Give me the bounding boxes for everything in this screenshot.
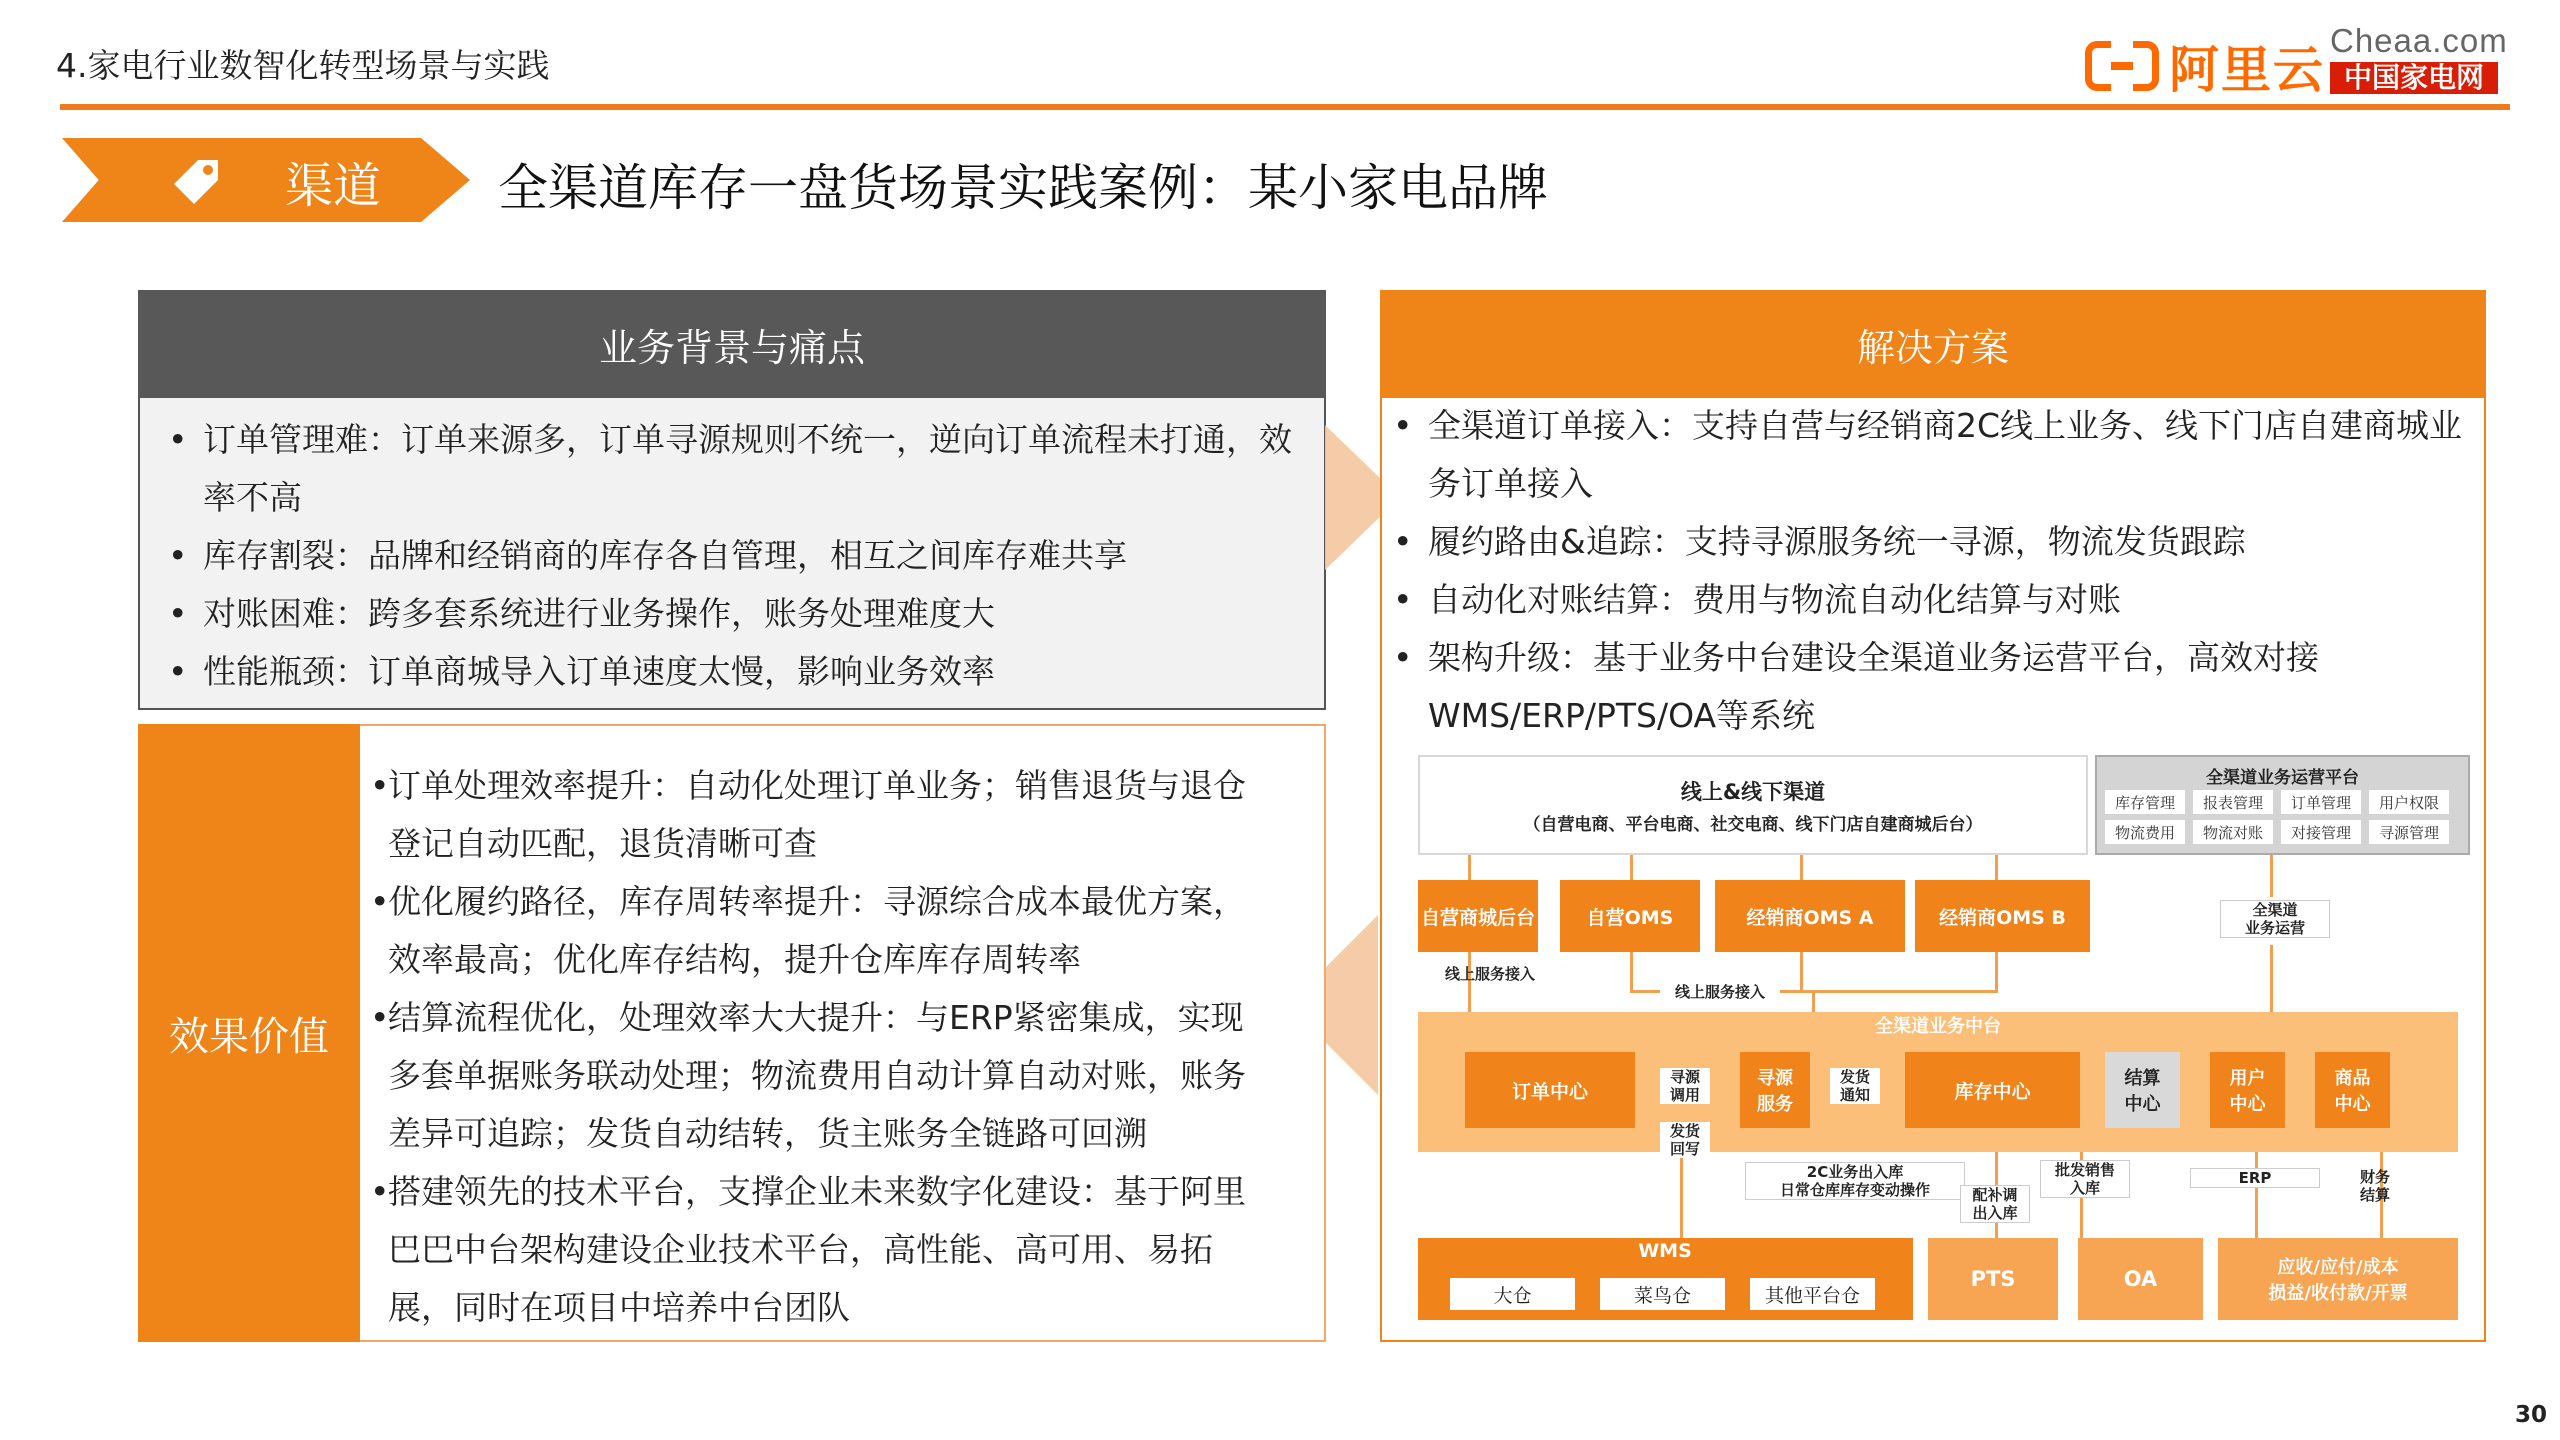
section-title: 4.家电行业数智化转型场景与实践	[56, 46, 550, 85]
channel-tag-label: 渠道	[285, 158, 382, 214]
solution-list	[1393, 397, 2478, 745]
erp-label: ERP	[2190, 1168, 2320, 1188]
ops-cell: 物流对账	[2193, 820, 2273, 844]
source-system: 自营商城后台	[1418, 880, 1538, 952]
ops-platform-title: 全渠道业务运营平台	[2206, 768, 2359, 788]
channel-tag	[62, 138, 470, 222]
ops-cell: 物流费用	[2105, 820, 2185, 844]
wms-warehouse: 菜鸟仓	[1600, 1278, 1725, 1310]
source-system: 经销商OMS B	[1915, 880, 2090, 952]
background-item: • 库存割裂：品牌和经销商的库存各自管理，相互之间库存难共享	[168, 527, 1298, 585]
user-center: 用户 中心	[2210, 1052, 2285, 1128]
cheaa-logo-cn: 中国家电网	[2330, 62, 2498, 94]
online-access-label: 线上服务接入	[1444, 965, 1535, 983]
ops-cell: 寻源管理	[2369, 820, 2449, 844]
solution-heading: 解决方案	[1380, 290, 2486, 398]
effect-list	[370, 757, 1270, 1337]
effect-item: • 搭建领先的技术平台，支撑企业未来数字化建设：基于阿里巴巴中台架构建设企业技术平台，高性能、高可用、易拓展，同时在项目中培养中台团队	[370, 1163, 1270, 1337]
wms-label: WMS	[1638, 1240, 1692, 1262]
ops-cell: 库存管理	[2105, 790, 2185, 814]
price-tag-icon	[170, 156, 222, 206]
ops-label: 全渠道 业务运营	[2220, 900, 2330, 938]
background-item: • 性能瓶颈：订单商城导入订单速度太慢，影响业务效率	[168, 643, 1298, 701]
online-access-label: 线上服务接入	[1660, 983, 1780, 1001]
background-item: • 对账困难：跨多套系统进行业务操作，账务处理难度大	[168, 585, 1298, 643]
solution-item: • 自动化对账结算：费用与物流自动化结算与对账	[1393, 571, 2478, 629]
effect-heading: 效果价值	[138, 724, 360, 1342]
aliyun-logo	[2085, 30, 2325, 102]
page-title: 全渠道库存一盘货场景实践案例：某小家电品牌	[498, 159, 1548, 217]
header-divider	[60, 104, 2510, 110]
page-number: 30	[2515, 1402, 2548, 1428]
wms-warehouse: 其他平台仓	[1750, 1278, 1875, 1310]
finance-ops-box: 应收/应付/成本 损益/收付款/开票	[2218, 1238, 2458, 1320]
order-center: 订单中心	[1465, 1052, 1635, 1128]
pts-box: PTS	[1928, 1238, 2058, 1320]
background-heading: 业务背景与痛点	[138, 290, 1326, 398]
source-service: 寻源 服务	[1740, 1052, 1810, 1128]
background-item: • 订单管理难：订单来源多，订单寻源规则不统一，逆向订单流程未打通，效率不高	[168, 411, 1298, 527]
inout-2c-label: 2C业务出入库 日常仓库库存变动操作	[1745, 1162, 1965, 1200]
ship-return-label: 发货 回写	[1660, 1122, 1710, 1158]
solution-item: • 架构升级：基于业务中台建设全渠道业务运营平台，高效对接WMS/ERP/PTS/OA等系统	[1393, 629, 2478, 745]
oa-box: OA	[2078, 1238, 2203, 1320]
wholesale-label: 批发销售 入库	[2040, 1160, 2130, 1198]
wms-warehouse: 大仓	[1450, 1278, 1575, 1310]
source-system: 自营OMS	[1560, 880, 1700, 952]
channels-box	[1418, 755, 2088, 855]
solution-item: • 全渠道订单接入：支持自营与经销商2C线上业务、线下门店自建商城业务订单接入	[1393, 397, 2478, 513]
effect-item: • 优化履约路径，库存周转率提升：寻源综合成本最优方案，效率最高；优化库存结构，提升仓库库存周转率	[370, 873, 1270, 989]
channels-title: 线上&线下渠道	[1680, 779, 1826, 804]
replenish-label: 配补调 出入库	[1960, 1185, 2030, 1223]
ops-cell: 报表管理	[2193, 790, 2273, 814]
source-call-label: 寻源 调用	[1660, 1068, 1710, 1104]
middle-platform-title: 全渠道业务中台	[1875, 1016, 2001, 1037]
ops-cell: 订单管理	[2281, 790, 2361, 814]
source-system: 经销商OMS A	[1715, 880, 1905, 952]
aliyun-mark-icon	[2085, 41, 2159, 91]
background-list	[168, 411, 1298, 701]
aliyun-logo-text: 阿里云	[2169, 41, 2325, 99]
cheaa-logo-en: Cheaa.com	[2330, 22, 2508, 59]
inventory-center: 库存中心	[1905, 1052, 2080, 1128]
ship-notice-label: 发货 通知	[1830, 1068, 1880, 1104]
solution-item: • 履约路由&追踪：支持寻源服务统一寻源，物流发货跟踪	[1393, 513, 2478, 571]
settle-center: 结算 中心	[2105, 1052, 2180, 1128]
ops-cell: 用户权限	[2369, 790, 2449, 814]
effect-item: • 结算流程优化，处理效率大大提升：与ERP紧密集成，实现多套单据账务联动处理；物流费用自动计算自动对账，账务差异可追踪；发货自动结转，货主账务全链路可回溯	[370, 989, 1270, 1163]
cheaa-logo	[2330, 22, 2508, 94]
effect-item: • 订单处理效率提升：自动化处理订单业务；销售退货与退仓登记自动匹配，退货清晰可查	[370, 757, 1270, 873]
ops-cell: 对接管理	[2281, 820, 2361, 844]
product-center: 商品 中心	[2315, 1052, 2390, 1128]
finance-label: 财务 结算	[2359, 1168, 2390, 1204]
channels-subtitle: （自营电商、平台电商、社交电商、线下门店自建商城后台）	[1523, 814, 1983, 835]
